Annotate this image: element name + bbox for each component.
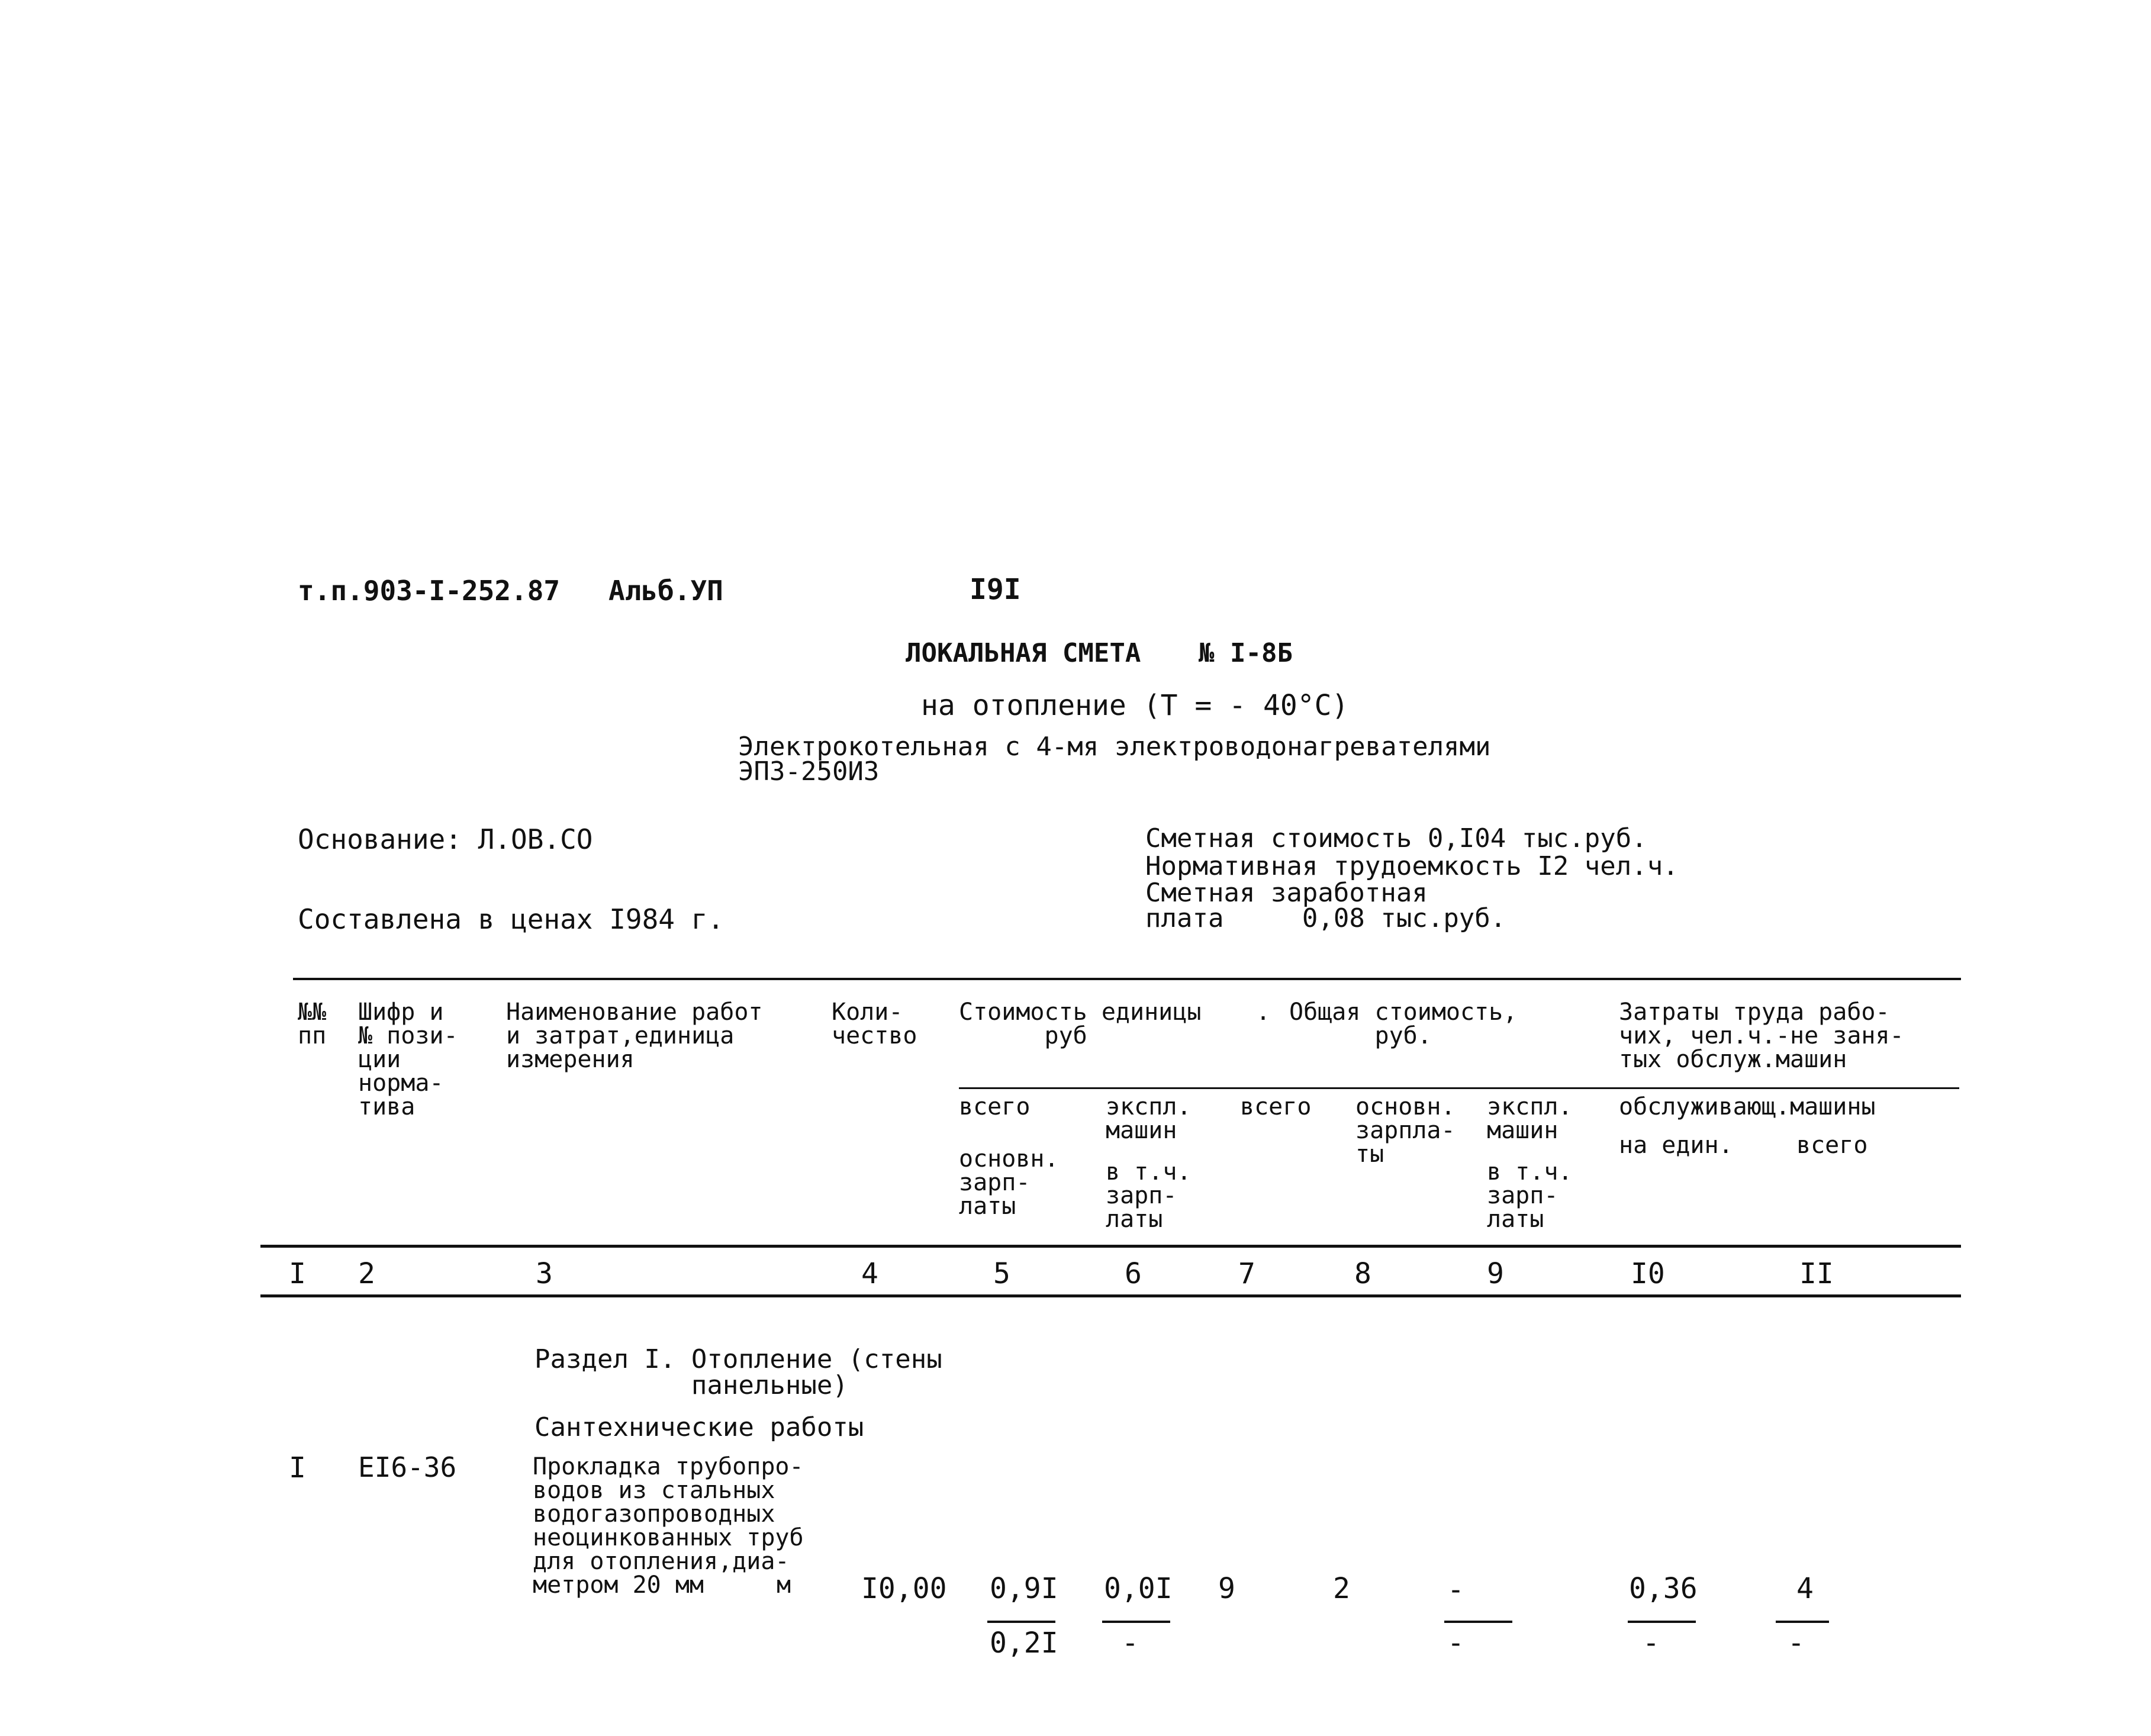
column-number: 8 — [1354, 1257, 1371, 1290]
header-labor-per-unit: на един. — [1619, 1132, 1733, 1159]
object-name-line1: Электрокотельная с 4-мя электроводонагревателями — [738, 732, 1491, 762]
labor-total-value: 4 — [1796, 1572, 1814, 1605]
normative-labor: Нормативная трудоемкость I2 чел.ч. — [1145, 851, 1679, 881]
work-description: Прокладка трубопро- водов из стальных водогазопроводных неоцинкованных труб для отопления,диа- метром 20 мм — [533, 1453, 804, 1599]
row-number: I — [289, 1451, 306, 1484]
fraction-rule — [1628, 1621, 1696, 1623]
estimated-cost: Сметная стоимость 0,I04 тыс.руб. — [1145, 823, 1647, 853]
album-label: Альб.УП — [608, 575, 723, 607]
header-unit-cost: Стоимость единицы руб — [959, 999, 1202, 1049]
header-separator: . — [1256, 999, 1271, 1026]
estimated-wages-line2: плата 0,08 тыс.руб. — [1145, 903, 1506, 933]
document-title: ЛОКАЛЬНАЯ СМЕТА — [906, 638, 1141, 668]
header-labor-machines: обслуживающ.машины — [1619, 1093, 1876, 1120]
section-title: Раздел I. Отопление (стены панельные) — [534, 1344, 942, 1400]
column-number: 2 — [358, 1257, 375, 1290]
document-subtitle: на отопление (Т = - 40°С) — [921, 689, 1349, 722]
unit-machines-value: 0,0I — [1104, 1572, 1173, 1605]
basis-text: Основание: Л.ОВ.СО — [298, 823, 593, 855]
header-total-wages: основн. зарпла- ты — [1355, 1093, 1456, 1168]
fraction-rule — [987, 1621, 1055, 1623]
header-unit-total: всего — [959, 1093, 1031, 1120]
header-unit-machines-wages: в т.ч. зарп- латы — [1106, 1158, 1192, 1233]
unit-total-value: 0,9I — [990, 1572, 1058, 1605]
header-total-all: всего — [1240, 1093, 1312, 1120]
unit-wages-value: 0,2I — [990, 1627, 1058, 1660]
header-unit-machines: экспл. машин — [1106, 1093, 1192, 1144]
column-number: I0 — [1631, 1257, 1665, 1290]
header-total-machines: экспл. машин — [1487, 1093, 1573, 1144]
quantity-value: I0,00 — [861, 1572, 947, 1605]
header-total-cost: Общая стоимость, руб. — [1289, 999, 1518, 1049]
total-all-value: 9 — [1218, 1572, 1235, 1605]
column-number: 4 — [861, 1257, 878, 1290]
header-labor-total: всего — [1796, 1132, 1868, 1159]
table-top-rule — [293, 978, 1961, 980]
norm-code: ЕI6-36 — [358, 1451, 457, 1483]
estimate-number: № I-8Б — [1199, 638, 1293, 668]
header-bottom-rule — [260, 1245, 1961, 1248]
total-machines-wages-value: - — [1447, 1627, 1464, 1660]
project-code: т.п.903-I-252.87 — [298, 575, 561, 607]
header-unit-wages: основн. зарп- латы — [959, 1145, 1059, 1220]
column-numbers-rule — [260, 1294, 1961, 1297]
header-divider-rule — [959, 1087, 1959, 1089]
fraction-rule — [1444, 1621, 1512, 1623]
labor-per-unit-sub: - — [1643, 1627, 1660, 1660]
column-number: I — [289, 1257, 306, 1290]
fraction-rule — [1102, 1621, 1170, 1623]
labor-total-sub: - — [1788, 1627, 1805, 1660]
object-name-line2: ЭПЗ-250ИЗ — [738, 756, 880, 787]
column-number: 3 — [536, 1257, 553, 1290]
header-labor: Затраты труда рабо- чих, чел.ч.-не заня- тых обслуж.машин — [1619, 999, 1904, 1073]
unit-of-measure: м — [777, 1571, 791, 1599]
page-number: I9I — [970, 573, 1021, 606]
prices-text: Составлена в ценах I984 г. — [298, 903, 724, 935]
total-machines-value: - — [1447, 1573, 1464, 1606]
column-number: 5 — [993, 1257, 1010, 1290]
fraction-rule — [1776, 1621, 1829, 1623]
subsection-title: Сантехнические работы — [534, 1412, 864, 1442]
column-number: 6 — [1125, 1257, 1142, 1290]
total-wages-value: 2 — [1333, 1572, 1350, 1605]
header-total-machines-wages: в т.ч. зарп- латы — [1487, 1158, 1573, 1233]
labor-per-unit-value: 0,36 — [1629, 1572, 1698, 1605]
column-number: 9 — [1487, 1257, 1504, 1290]
header-quantity: Коли- чество — [832, 999, 917, 1049]
unit-machines-wages-value: - — [1122, 1627, 1139, 1660]
header-work-name: Наименование работ и затрат,единица измерения — [506, 999, 763, 1073]
header-norm-code: Шифр и № пози- ции норма- тива — [358, 999, 458, 1120]
header-row-number: №№ пп — [298, 999, 327, 1049]
column-number: 7 — [1238, 1257, 1255, 1290]
estimated-wages-line1: Сметная заработная — [1145, 878, 1428, 908]
column-number: II — [1799, 1257, 1834, 1290]
